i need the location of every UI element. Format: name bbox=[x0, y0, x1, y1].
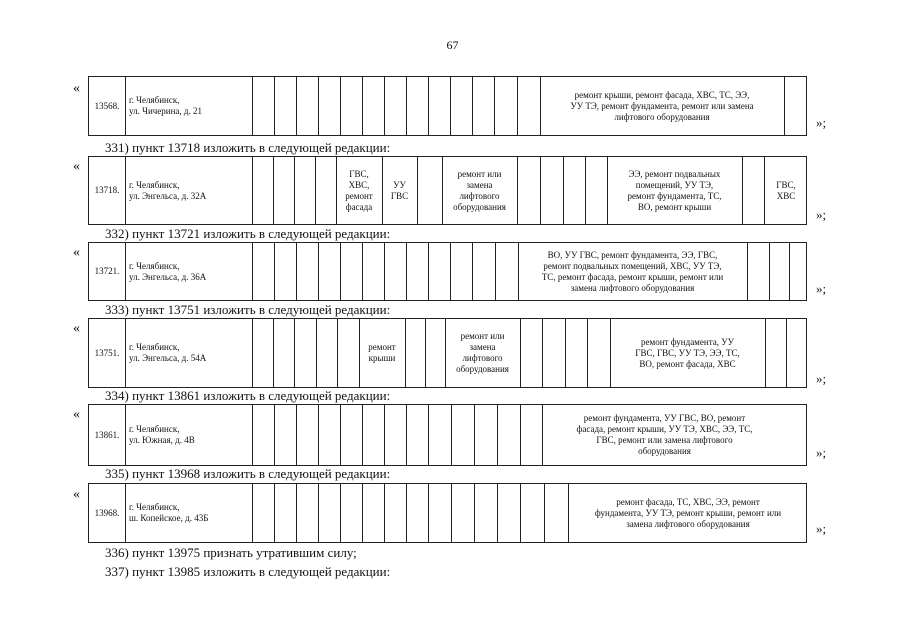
works-cell: ремонт крыши bbox=[368, 342, 396, 363]
closing-quote: »; bbox=[816, 281, 827, 296]
closing-quote: »; bbox=[816, 445, 827, 460]
paragraph-337: 337) пункт 13985 изложить в следующей редакции: bbox=[105, 564, 391, 579]
table-row bbox=[88, 76, 807, 136]
works-cell: ремонт или замена лифтового оборудования bbox=[456, 331, 509, 374]
page-number: 67 bbox=[446, 38, 459, 52]
table-row bbox=[88, 242, 807, 301]
works-cell: ГВС, ХВС, ремонт фасада bbox=[345, 168, 373, 212]
works-cell: УУ ГВС bbox=[390, 179, 409, 201]
row-number-cell: 13721. bbox=[94, 266, 120, 276]
paragraph-335: 335) пункт 13968 изложить в следующей редакции: bbox=[105, 466, 391, 481]
row-number-cell: 13718. bbox=[94, 185, 120, 195]
address-cell: г. Челябинск, ул. Чичерина, д. 21 bbox=[129, 95, 202, 116]
paragraph-336: 336) пункт 13975 признать утратившим силу; bbox=[105, 545, 357, 560]
paragraph-331: 331) пункт 13718 изложить в следующей редакции: bbox=[105, 140, 391, 155]
opening-quote: « bbox=[73, 487, 80, 502]
closing-quote: »; bbox=[816, 115, 827, 130]
table-row bbox=[88, 483, 807, 543]
works-cell: ГВС, ХВС bbox=[776, 179, 796, 201]
address-cell: г. Челябинск, ул. Южная, д. 4В bbox=[129, 424, 195, 445]
address-cell: г. Челябинск, ул. Энгельса, д. 36А bbox=[129, 260, 207, 282]
table-row bbox=[88, 318, 807, 388]
paragraph-333: 333) пункт 13751 изложить в следующей редакции: bbox=[105, 302, 391, 317]
works-cell: ЭЭ, ремонт подвальных помещений, УУ ТЭ, ремонт фундамента, ТС, ВО, ремонт крыши bbox=[627, 168, 722, 212]
closing-quote: »; bbox=[816, 371, 827, 386]
row-number-cell: 13968. bbox=[94, 507, 120, 518]
opening-quote: « bbox=[73, 321, 80, 336]
opening-quote: « bbox=[73, 245, 80, 260]
row-number-cell: 13861. bbox=[94, 429, 120, 440]
opening-quote: « bbox=[73, 407, 80, 422]
works-cell: ремонт или замена лифтового оборудования bbox=[453, 168, 506, 212]
table-row bbox=[88, 156, 807, 225]
row-number-cell: 13751. bbox=[94, 347, 120, 358]
address-cell: г. Челябинск, ул. Энгельса, д. 54А bbox=[129, 342, 207, 363]
opening-quote: « bbox=[73, 159, 80, 174]
works-cell: ВО, УУ ГВС, ремонт фундамента, ЭЭ, ГВС, ремонт подвальных помещений, ХВС, УУ ТЭ, ТС, ремонт фасада, ремонт крыши, ремонт или замена лифтового оборудования bbox=[541, 249, 724, 293]
table-row bbox=[88, 404, 807, 466]
closing-quote: »; bbox=[816, 207, 827, 222]
works-cell: ремонт фундамента, УУ ГВС, ГВС, УУ ТЭ, ЭЭ, ТС, ВО, ремонт фасада, ХВС bbox=[635, 336, 740, 369]
closing-quote: »; bbox=[816, 521, 827, 536]
address-cell: г. Челябинск, ш. Копейское, д. 43Б bbox=[129, 502, 209, 523]
works-cell: ремонт фасада, ТС, ХВС, ЭЭ, ремонт фундамента, УУ ТЭ, ремонт крыши, ремонт или замена лифтового оборудования bbox=[594, 496, 782, 529]
works-cell: ремонт фундамента, УУ ГВС, ВО, ремонт фасада, ремонт крыши, УУ ТЭ, ХВС, ЭЭ, ТС, ГВС, ремонт или замена лифтового оборудования bbox=[576, 413, 753, 456]
paragraph-334: 334) пункт 13861 изложить в следующей редакции: bbox=[105, 388, 391, 403]
address-cell: г. Челябинск, ул. Энгельса, д. 32А bbox=[129, 179, 207, 201]
works-cell: ремонт крыши, ремонт фасада, ХВС, ТС, ЭЭ, УУ ТЭ, ремонт фундамента, ремонт или замена лифтового оборудования bbox=[570, 89, 754, 122]
opening-quote: « bbox=[73, 81, 80, 96]
paragraph-332: 332) пункт 13721 изложить в следующей редакции: bbox=[105, 226, 391, 241]
row-number-cell: 13568. bbox=[94, 100, 120, 111]
